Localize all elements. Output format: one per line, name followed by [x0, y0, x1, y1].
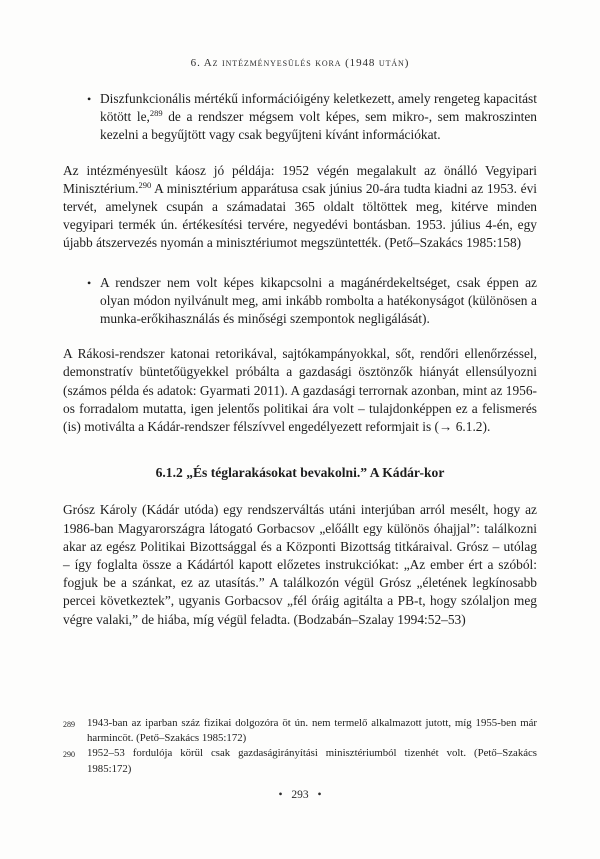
bullet-icon: •: [87, 275, 92, 290]
footnote-290: [63, 746, 537, 776]
bullet-item-1: [87, 90, 537, 145]
bullet1-text-end: de a rendszer mégsem volt képes, sem mikro-, sem makroszinten kezelni a begyűjtött vagy csak begyűjteni kívánt információkat.: [100, 109, 537, 143]
bullet2-text: A rendszer nem volt képes kikapcsolni a magánérdekeltséget, csak éppen az olyan módon nyilvánult meg, ami inkább rombolta a hatékonyságot (különösen a munka-erőkihasználás és minőségi szempontok negligálását).: [100, 274, 537, 327]
footnote-number: 290: [63, 750, 75, 760]
footnote-ref-289: 289: [149, 108, 163, 119]
para1-text-end: A minisztérium apparátusa csak június 20-ára tudta kiadni az 1953. évi tervét, amelynek csupán a számadatai 365 oldalt töltöttek meg, kitérve minden vegyipari termék ún. értékesítési tervére, negyedévi bontásban. 1953. július 4-én, egy újabb átszervezés nyomán a minisztériumot megszüntették. (Pető–Szakács 1985:158): [63, 180, 537, 251]
running-header: 6. Az intézményesülés kora (1948 után): [190, 57, 410, 69]
bullet-text: [100, 90, 537, 145]
paragraph-grosz: Grósz Károly (Kádár utóda) egy rendszerváltás utáni interjúban arról mesélt, hogy az 1986-ban Magyarországra látogató Gorbacsov „előállt egy különös óhajjal”: találkozni akar az egész Politikai Bizottsággal és a Központi Bizottság titkáraival. Grósz – utólag – így foglalta össze a Kádártól kapott előzetes instrukciókat: „Az ember ért a szóból: fogjuk be a szánkat, ez az utasítás.” A találkozón végül Grósz „életének legkínosabb percei következtek”, ugyanis Gorbacsov „fél óráig agitálta a PB-t, hogy szólaljon meg végre valaki,” de hiába, míg végül feladta. (Bodzabán–Szalay 1994:52–53): [63, 502, 537, 627]
page-body: [63, 90, 537, 629]
para1-text-start: Az intézményesült káosz jó példája: 1952 végén megalakult az önálló Vegyipari Minisztérium.: [63, 162, 537, 196]
footnote-ref-290: 290: [138, 179, 152, 190]
footnote-number: 289: [63, 720, 75, 729]
paragraph-rakosi: A Rákosi-rendszer katonai retorikával, sajtókampányokkal, sőt, rendőri ellenőrzéssel, demonstratív büntetőügyekkel próbálta a gazdasági ösztönzők hiányát ellensúlyozni (számos példa és adatok: Gyarmati 2011). A gazdasági terrornak azonban, mint az 1956-os forradalom mutatta, igen jelentős politikai ára volt – tulajdonképpen ez a felismerés (is) motiválta a Kádár-rendszer félszívvel engedélyezett reformjait is (→ 6.1.2).: [63, 346, 537, 435]
bullet-icon: •: [87, 92, 92, 106]
bullet1-text-start: Diszfunkcionális mértékű információigény keletkezett, amely rengeteg kapacitást kötött le,: [100, 91, 537, 125]
footnotes-block: [63, 716, 537, 777]
bullet-item-2: [87, 274, 537, 329]
page-number: • 293 •: [278, 789, 322, 801]
paragraph-chaos: [63, 162, 537, 253]
footnote-289: [63, 716, 537, 746]
section-heading: 6.1.2 „És téglarakásokat bevakolni.” A Kádár-kor: [155, 465, 445, 481]
footnote-text: 1952–53 fordulója körül csak gazdaságirányítási minisztériumból tizenhét volt. (Pető–Szakács 1985:172): [87, 747, 537, 775]
footnote-text: 1943-ban az iparban száz fizikai dolgozóra öt ún. nem termelő alkalmazott jutott, míg 1955-ben már harmincöt. (Pető–Szakács 1985:172): [87, 717, 537, 745]
